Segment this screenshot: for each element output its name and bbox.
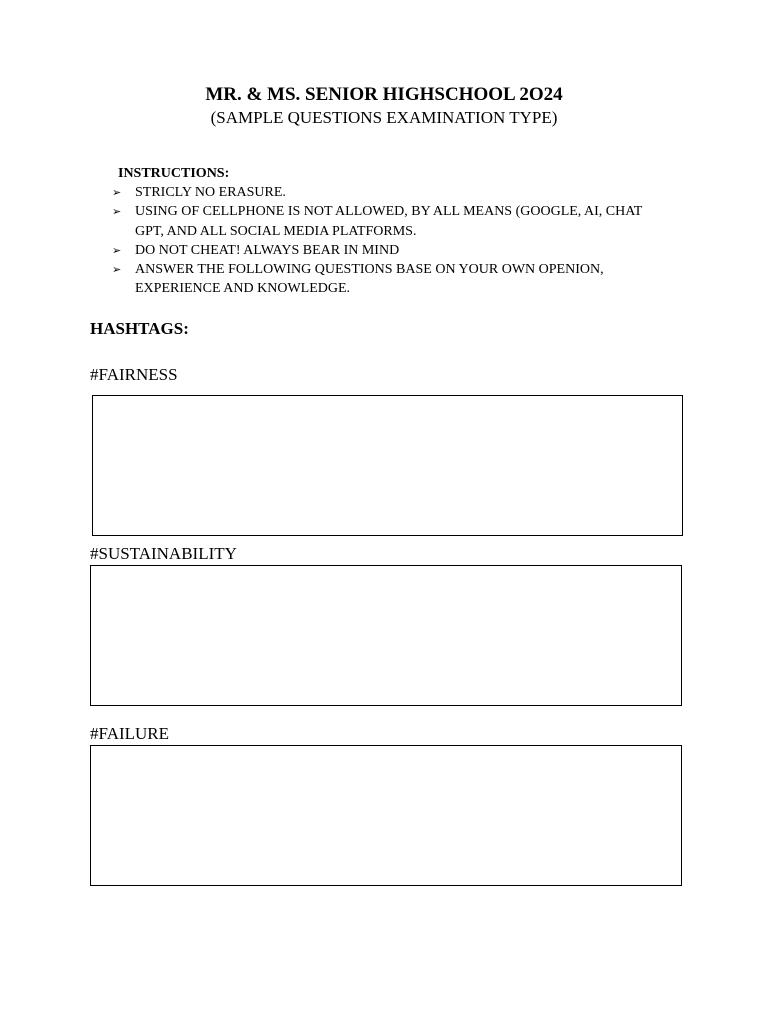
instruction-text: DO NOT CHEAT! ALWAYS BEAR IN MIND bbox=[135, 242, 400, 258]
instruction-item bbox=[112, 183, 672, 202]
hashtag-label-failure: #FAILURE bbox=[90, 724, 170, 743]
arrow-bullet-icon: ➢ bbox=[112, 205, 122, 219]
instructions-heading: INSTRUCTIONS: bbox=[118, 166, 230, 181]
page-title: MR. & MS. SENIOR HIGHSCHOOL 2O24 bbox=[205, 84, 563, 105]
answer-box-failure[interactable] bbox=[90, 745, 682, 886]
instruction-text: USING OF CELLPHONE IS NOT ALLOWED, BY ALL MEANS (GOOGLE, AI, CHAT GPT, AND ALL SOCIAL MEDIA PLATFORMS. bbox=[135, 204, 643, 239]
instruction-item bbox=[112, 241, 672, 260]
instruction-item bbox=[112, 202, 672, 241]
arrow-bullet-icon: ➢ bbox=[112, 186, 122, 199]
hashtags-heading: HASHTAGS: bbox=[90, 319, 189, 338]
hashtag-label-sustainability: #SUSTAINABILITY bbox=[90, 544, 237, 563]
arrow-bullet-icon: ➢ bbox=[112, 263, 122, 277]
instruction-text: STRICLY NO ERASURE. bbox=[135, 185, 286, 200]
instruction-item bbox=[112, 260, 672, 299]
hashtag-label-fairness: #FAIRNESS bbox=[90, 365, 178, 384]
arrow-bullet-icon: ➢ bbox=[112, 243, 122, 257]
instructions-list bbox=[112, 183, 672, 299]
answer-box-sustainability[interactable] bbox=[90, 565, 682, 706]
instruction-text: ANSWER THE FOLLOWING QUESTIONS BASE ON YOUR OWN OPENION, EXPERIENCE AND KNOWLEDGE. bbox=[135, 262, 604, 297]
answer-box-fairness[interactable] bbox=[92, 395, 683, 536]
page-subtitle: (SAMPLE QUESTIONS EXAMINATION TYPE) bbox=[210, 108, 558, 127]
